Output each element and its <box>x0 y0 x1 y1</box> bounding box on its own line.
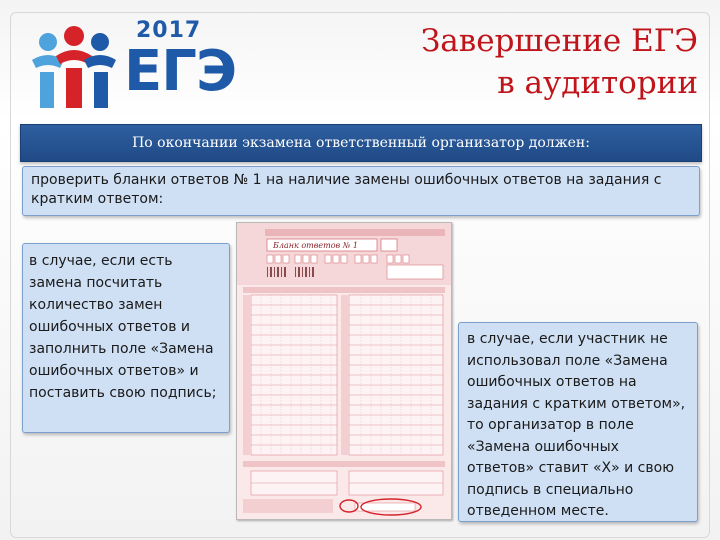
answer-sheet-image <box>236 222 452 520</box>
slide-title <box>368 20 698 104</box>
logo-word: ЕГЭ <box>124 39 237 104</box>
instruction-left-box: в случае, если есть замена посчитать количество замен ошибочных ответов и заполнить поле «Замена ошибочных ответов» и поставить свою подпись; <box>22 243 230 433</box>
instruction-banner: По окончании экзамена ответственный организатор должен: <box>20 124 702 162</box>
answer-sheet-header-text: Бланк ответов № 1 <box>273 241 358 250</box>
instruction-right-box: в случае, если участник не использовал поле «Замена ошибочных ответов на задания с кратким ответом», то организатор в поле «Замена ошибочных ответов» ставит «Х» и свою подпись в специально отведенном месте. <box>458 322 698 522</box>
slide-title-line1: Завершение ЕГЭ <box>420 23 698 59</box>
ege-logo <box>22 14 237 114</box>
logo-year: 2017 <box>136 18 202 43</box>
people-figures-icon <box>26 20 126 112</box>
answer-sheet-drawing <box>237 223 451 519</box>
slide-title-line2: в аудитории <box>497 65 698 101</box>
instruction-top-box: проверить бланки ответов № 1 на наличие замены ошибочных ответов на задания с кратким ответом: <box>22 166 700 216</box>
